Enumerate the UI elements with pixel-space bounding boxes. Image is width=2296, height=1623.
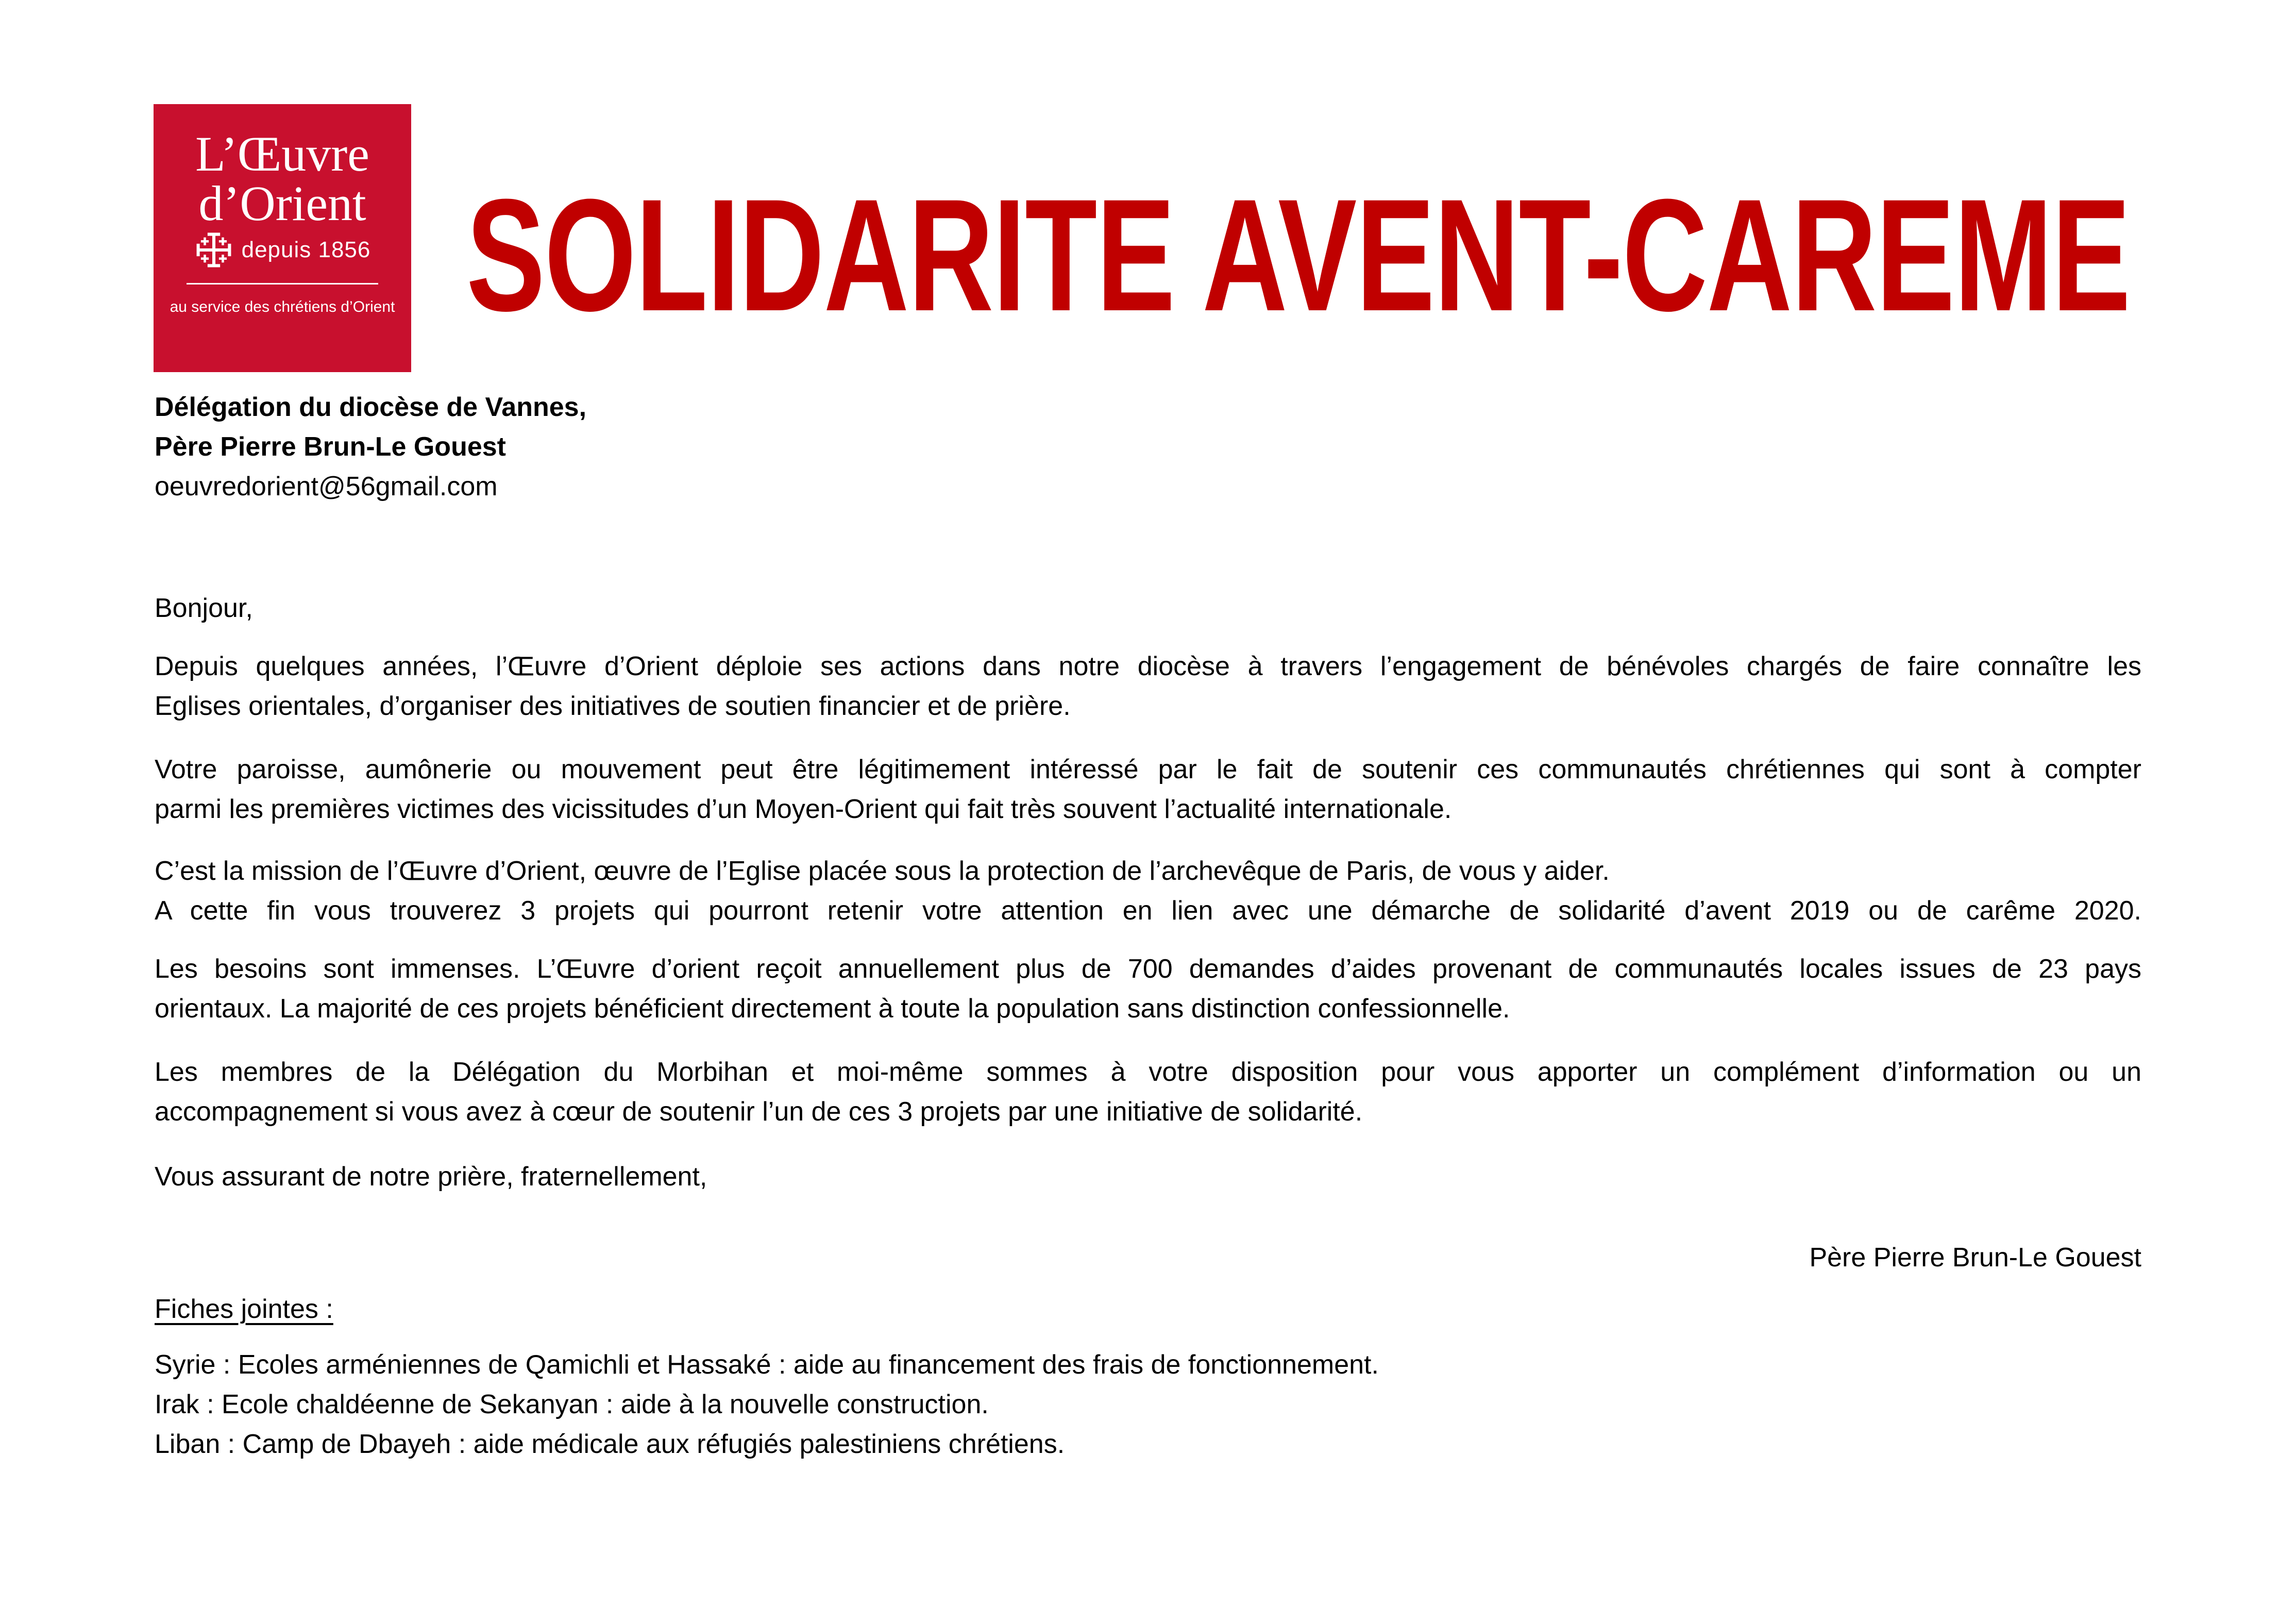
sender-name: Père Pierre Brun-Le Gouest <box>155 432 506 462</box>
attachments-list <box>155 1345 2141 1464</box>
text-line: A cette fin vous trouverez 3 projets qui pourront retenir votre attention en lien avec une démarche de solidarité d’avent 2019 ou de carême 2020. <box>155 896 2141 926</box>
text-line: Vous assurant de notre prière, fraternellement, <box>155 1162 707 1192</box>
text-line: Depuis quelques années, l’Œuvre d’Orient déploie ses actions dans notre diocèse à travers l’engagement de bénévoles chargés de faire connaître les <box>155 651 2141 681</box>
text-line: accompagnement si vous avez à cœur de soutenir l’un de ces 3 projets par une initiative de solidarité. <box>155 1097 1363 1127</box>
logo-wordmark-line1: L’Œuvre <box>195 126 369 181</box>
greeting <box>155 589 2141 628</box>
text-line: Votre paroisse, aumônerie ou mouvement peut être légitimement intéressé par le fait de soutenir ces communautés chrétiennes qui sont à compter <box>155 755 2141 784</box>
paragraph-5 <box>155 1052 2141 1132</box>
text-line: Les membres de la Délégation du Morbihan et moi-même sommes à votre disposition pour vous apporter un complément d’information ou un <box>155 1057 2141 1087</box>
text-line: Les besoins sont immenses. L’Œuvre d’orient reçoit annuellement plus de 700 demandes d’aides provenant de communautés locales issues de 23 pays <box>155 954 2141 984</box>
logo-divider <box>187 283 378 285</box>
attachment-item-irak: Irak : Ecole chaldéenne de Sekanyan : aide à la nouvelle construction. <box>155 1390 989 1419</box>
text-line: orientaux. La majorité de ces projets bénéficient directement à toute la population sans distinction confessionnelle. <box>155 994 1510 1024</box>
jerusalem-cross-icon <box>194 230 233 270</box>
paragraph-1 <box>155 647 2141 726</box>
oeuvre-dorient-logo <box>154 104 411 372</box>
paragraph-3 <box>155 851 2141 931</box>
attachment-item-syrie: Syrie : Ecoles arméniennes de Qamichli et Hassaké : aide au financement des frais de fonctionnement. <box>155 1350 1379 1380</box>
signature-name: Père Pierre Brun-Le Gouest <box>1809 1243 2141 1273</box>
letter-content <box>155 388 2141 1464</box>
logo-tagline: au service des chrétiens d’Orient <box>170 298 395 315</box>
text-line: C’est la mission de l’Œuvre d’Orient, œuvre de l’Eglise placée sous la protection de l’archevêque de Paris, de vous y aider. <box>155 856 1610 886</box>
attachment-item-liban: Liban : Camp de Dbayeh : aide médicale aux réfugiés palestiniens chrétiens. <box>155 1429 1065 1459</box>
page-title: SOLIDARITE AVENT-CAREME <box>466 165 2130 344</box>
logo-since-row <box>154 230 411 270</box>
text-line: Eglises orientales, d’organiser des initiatives de soutien financier et de prière. <box>155 691 1071 721</box>
logo-wordmark-line2: d’Orient <box>198 176 366 231</box>
logo-since-label: depuis 1856 <box>241 237 371 262</box>
signature <box>155 1238 2141 1278</box>
text-line: Bonjour, <box>155 593 253 623</box>
sender-delegation: Délégation du diocèse de Vannes, <box>155 392 587 422</box>
paragraph-4 <box>155 949 2141 1029</box>
paragraph-2 <box>155 750 2141 829</box>
closing <box>155 1157 2141 1197</box>
attachments-heading-label: Fiches jointes : <box>155 1294 333 1324</box>
text-line: parmi les premières victimes des vicissitudes d’un Moyen-Orient qui fait très souvent l’actualité internationale. <box>155 794 1452 824</box>
attachments-heading <box>155 1290 2141 1329</box>
sender-email: oeuvredorient@56gmail.com <box>155 472 498 501</box>
sender-block <box>155 388 2141 507</box>
